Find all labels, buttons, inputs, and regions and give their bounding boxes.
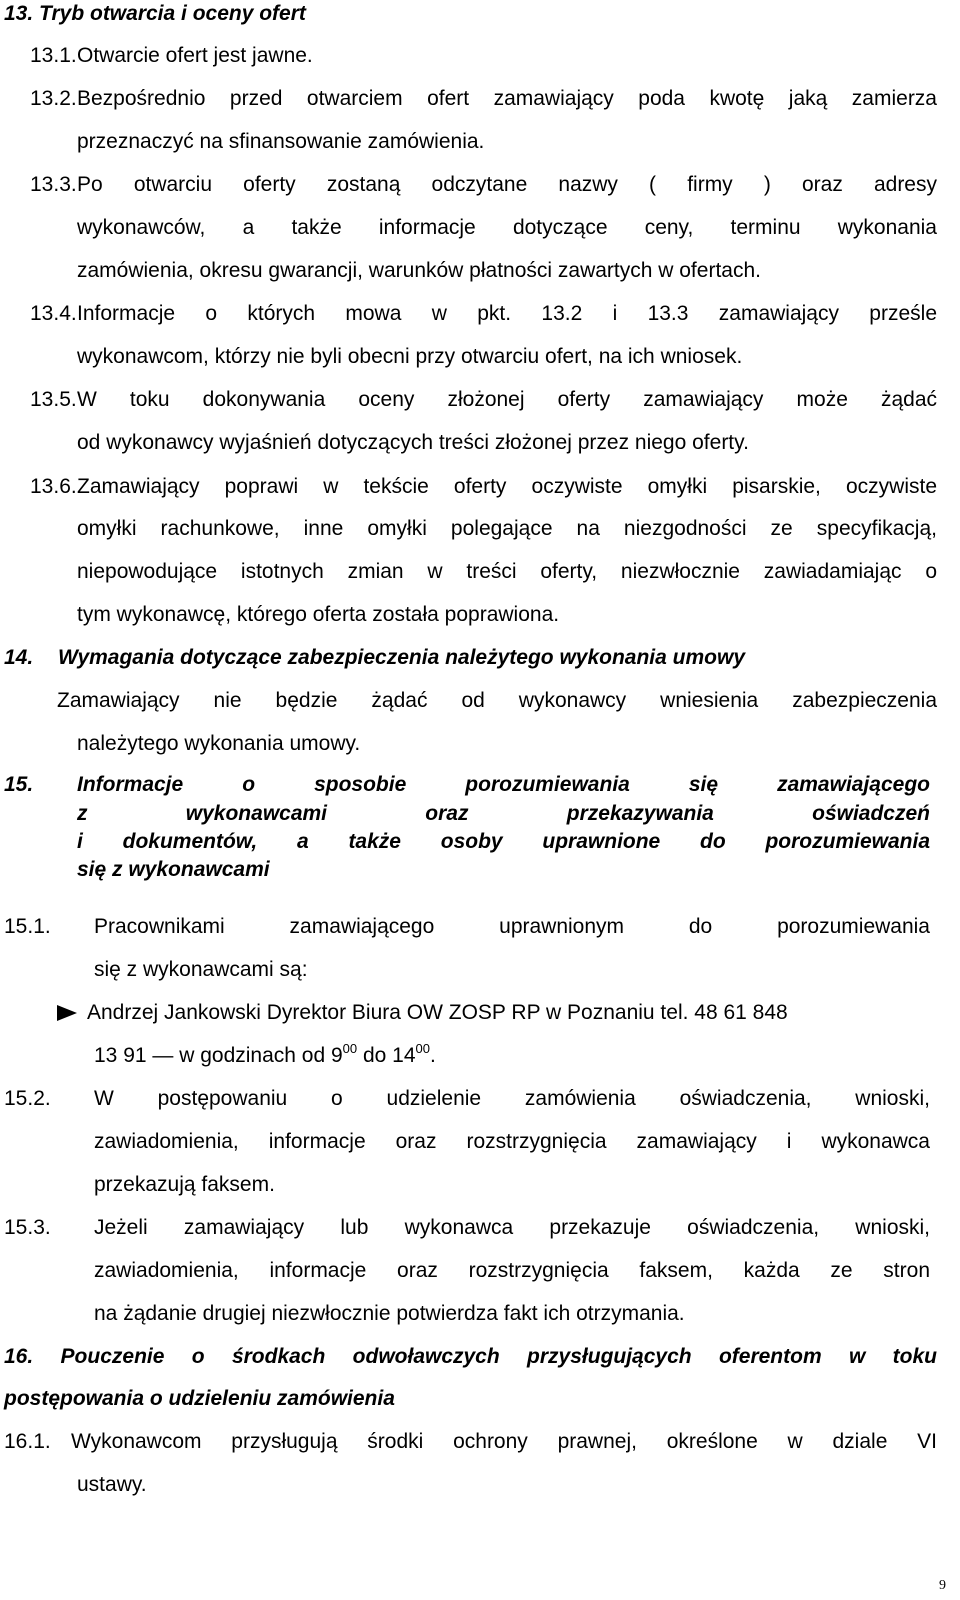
item-13-6-line-1: Zamawiający poprawi w tekście oferty oczywiste omyłki pisarskie, oczywiste <box>77 475 937 498</box>
section-15-title-line-1: Informacje o sposobie porozumiewania się zamawiającego <box>77 773 930 796</box>
section-14-line-1: Zamawiający nie będzie żądać od wykonawcy wniesienia zabezpieczenia <box>57 689 937 712</box>
contact-hours-start: 13 91 — w godzinach od 9 <box>94 1044 343 1067</box>
item-13-3-number: 13.3. <box>30 173 77 196</box>
item-13-3-line-3: zamówienia, okresu gwarancji, warunków płatności zawartych w ofertach. <box>77 259 761 282</box>
section-15-title-line-2: z wykonawcami oraz przekazywania oświadczeń <box>77 802 930 825</box>
bullet-arrow-icon <box>57 1005 77 1021</box>
item-13-6-line-3: niepowodujące istotnych zmian w treści oferty, niezwłocznie zawiadamiając o <box>77 560 937 583</box>
item-15-2-line-3: przekazują faksem. <box>94 1173 275 1196</box>
section-15-title-line-3: i dokumentów, a także osoby uprawnione do porozumiewania <box>77 830 930 853</box>
item-13-6-line-4: tym wykonawcę, którego oferta została poprawiona. <box>77 603 560 626</box>
item-13-5-number: 13.5. <box>30 388 77 411</box>
item-15-3-line-2: zawiadomienia, informacje oraz rozstrzygnięcia faksem, każda ze stron <box>94 1259 930 1282</box>
item-15-1-number: 15.1. <box>4 915 51 938</box>
section-14-title: Wymagania dotyczące zabezpieczenia należytego wykonania umowy <box>58 646 746 669</box>
item-15-3-line-1: Jeżeli zamawiający lub wykonawca przekazuje oświadczenia, wnioski, <box>94 1216 930 1239</box>
section-13-heading: 13. Tryb otwarcia i oceny ofert <box>4 2 306 25</box>
item-15-3-number: 15.3. <box>4 1216 51 1239</box>
item-13-4-line-2: wykonawcom, którzy nie byli obecni przy otwarciu ofert, na ich wniosek. <box>77 345 743 368</box>
item-13-2-number: 13.2. <box>30 87 77 110</box>
contact-line-2 <box>94 1041 436 1068</box>
item-13-4-line-1: Informacje o których mowa w pkt. 13.2 i 13.3 zamawiający prześle <box>77 302 937 325</box>
item-16-1-number: 16.1. <box>4 1430 51 1453</box>
item-15-2-number: 15.2. <box>4 1087 51 1110</box>
item-15-2-line-2: zawiadomienia, informacje oraz rozstrzygnięcia zamawiający i wykonawca <box>94 1130 930 1153</box>
item-13-1-number: 13.1. <box>30 44 77 67</box>
section-14-number: 14. <box>4 646 34 669</box>
item-13-6-number: 13.6. <box>30 475 77 498</box>
contact-bullet <box>57 1001 788 1025</box>
contact-hours-end: do 14 <box>357 1044 416 1067</box>
item-15-2-line-1: W postępowaniu o udzielenie zamówienia oświadczenia, wnioski, <box>94 1087 930 1110</box>
contact-line-1: Andrzej Jankowski Dyrektor Biura OW ZOSP RP w Poznaniu tel. 48 61 848 <box>87 1001 788 1024</box>
item-13-6-line-2: omyłki rachunkowe, inne omyłki polegające na niezgodności ze specyfikacją, <box>77 517 937 540</box>
item-16-1-line-1: Wykonawcom przysługują środki ochrony prawnej, określone w dziale VI <box>71 1430 937 1453</box>
section-14-line-2: należytego wykonania umowy. <box>77 732 361 755</box>
item-16-1-line-2: ustawy. <box>77 1473 147 1496</box>
item-13-3-line-2: wykonawców, a także informacje dotyczące ceny, terminu wykonania <box>77 216 937 239</box>
hours-sup-1: 00 <box>342 1041 358 1056</box>
item-13-1-line-1: Otwarcie ofert jest jawne. <box>77 44 313 67</box>
section-15-title-line-4: się z wykonawcami <box>77 858 270 881</box>
item-15-1-line-1: Pracownikami zamawiającego uprawnionym do porozumiewania <box>94 915 930 938</box>
section-15-number: 15. <box>4 773 34 796</box>
section-16-title-line-1: 16. Pouczenie o środkach odwoławczych przysługujących oferentom w toku <box>4 1345 937 1368</box>
page-number: 9 <box>939 1578 946 1593</box>
hours-sup-2: 00 <box>415 1041 430 1056</box>
section-16-title-line-2: postępowania o udzieleniu zamówienia <box>4 1387 395 1410</box>
item-13-3-line-1: Po otwarciu oferty zostaną odczytane nazwy ( firmy ) oraz adresy <box>77 173 937 196</box>
item-13-5-line-2: od wykonawcy wyjaśnień dotyczących treści złożonej przez niego oferty. <box>77 431 749 454</box>
contact-hours-period: . <box>430 1044 436 1067</box>
item-15-1-line-2: się z wykonawcami są: <box>94 958 308 981</box>
item-15-3-line-3: na żądanie drugiej niezwłocznie potwierdza fakt ich otrzymania. <box>94 1302 685 1325</box>
item-13-2-line-2: przeznaczyć na sfinansowanie zamówienia. <box>77 130 485 153</box>
item-13-2-line-1: Bezpośrednio przed otwarciem ofert zamawiający poda kwotę jaką zamierza <box>77 87 937 110</box>
item-13-4-number: 13.4. <box>30 302 77 325</box>
item-13-5-line-1: W toku dokonywania oceny złożonej oferty zamawiający może żądać <box>77 388 937 411</box>
